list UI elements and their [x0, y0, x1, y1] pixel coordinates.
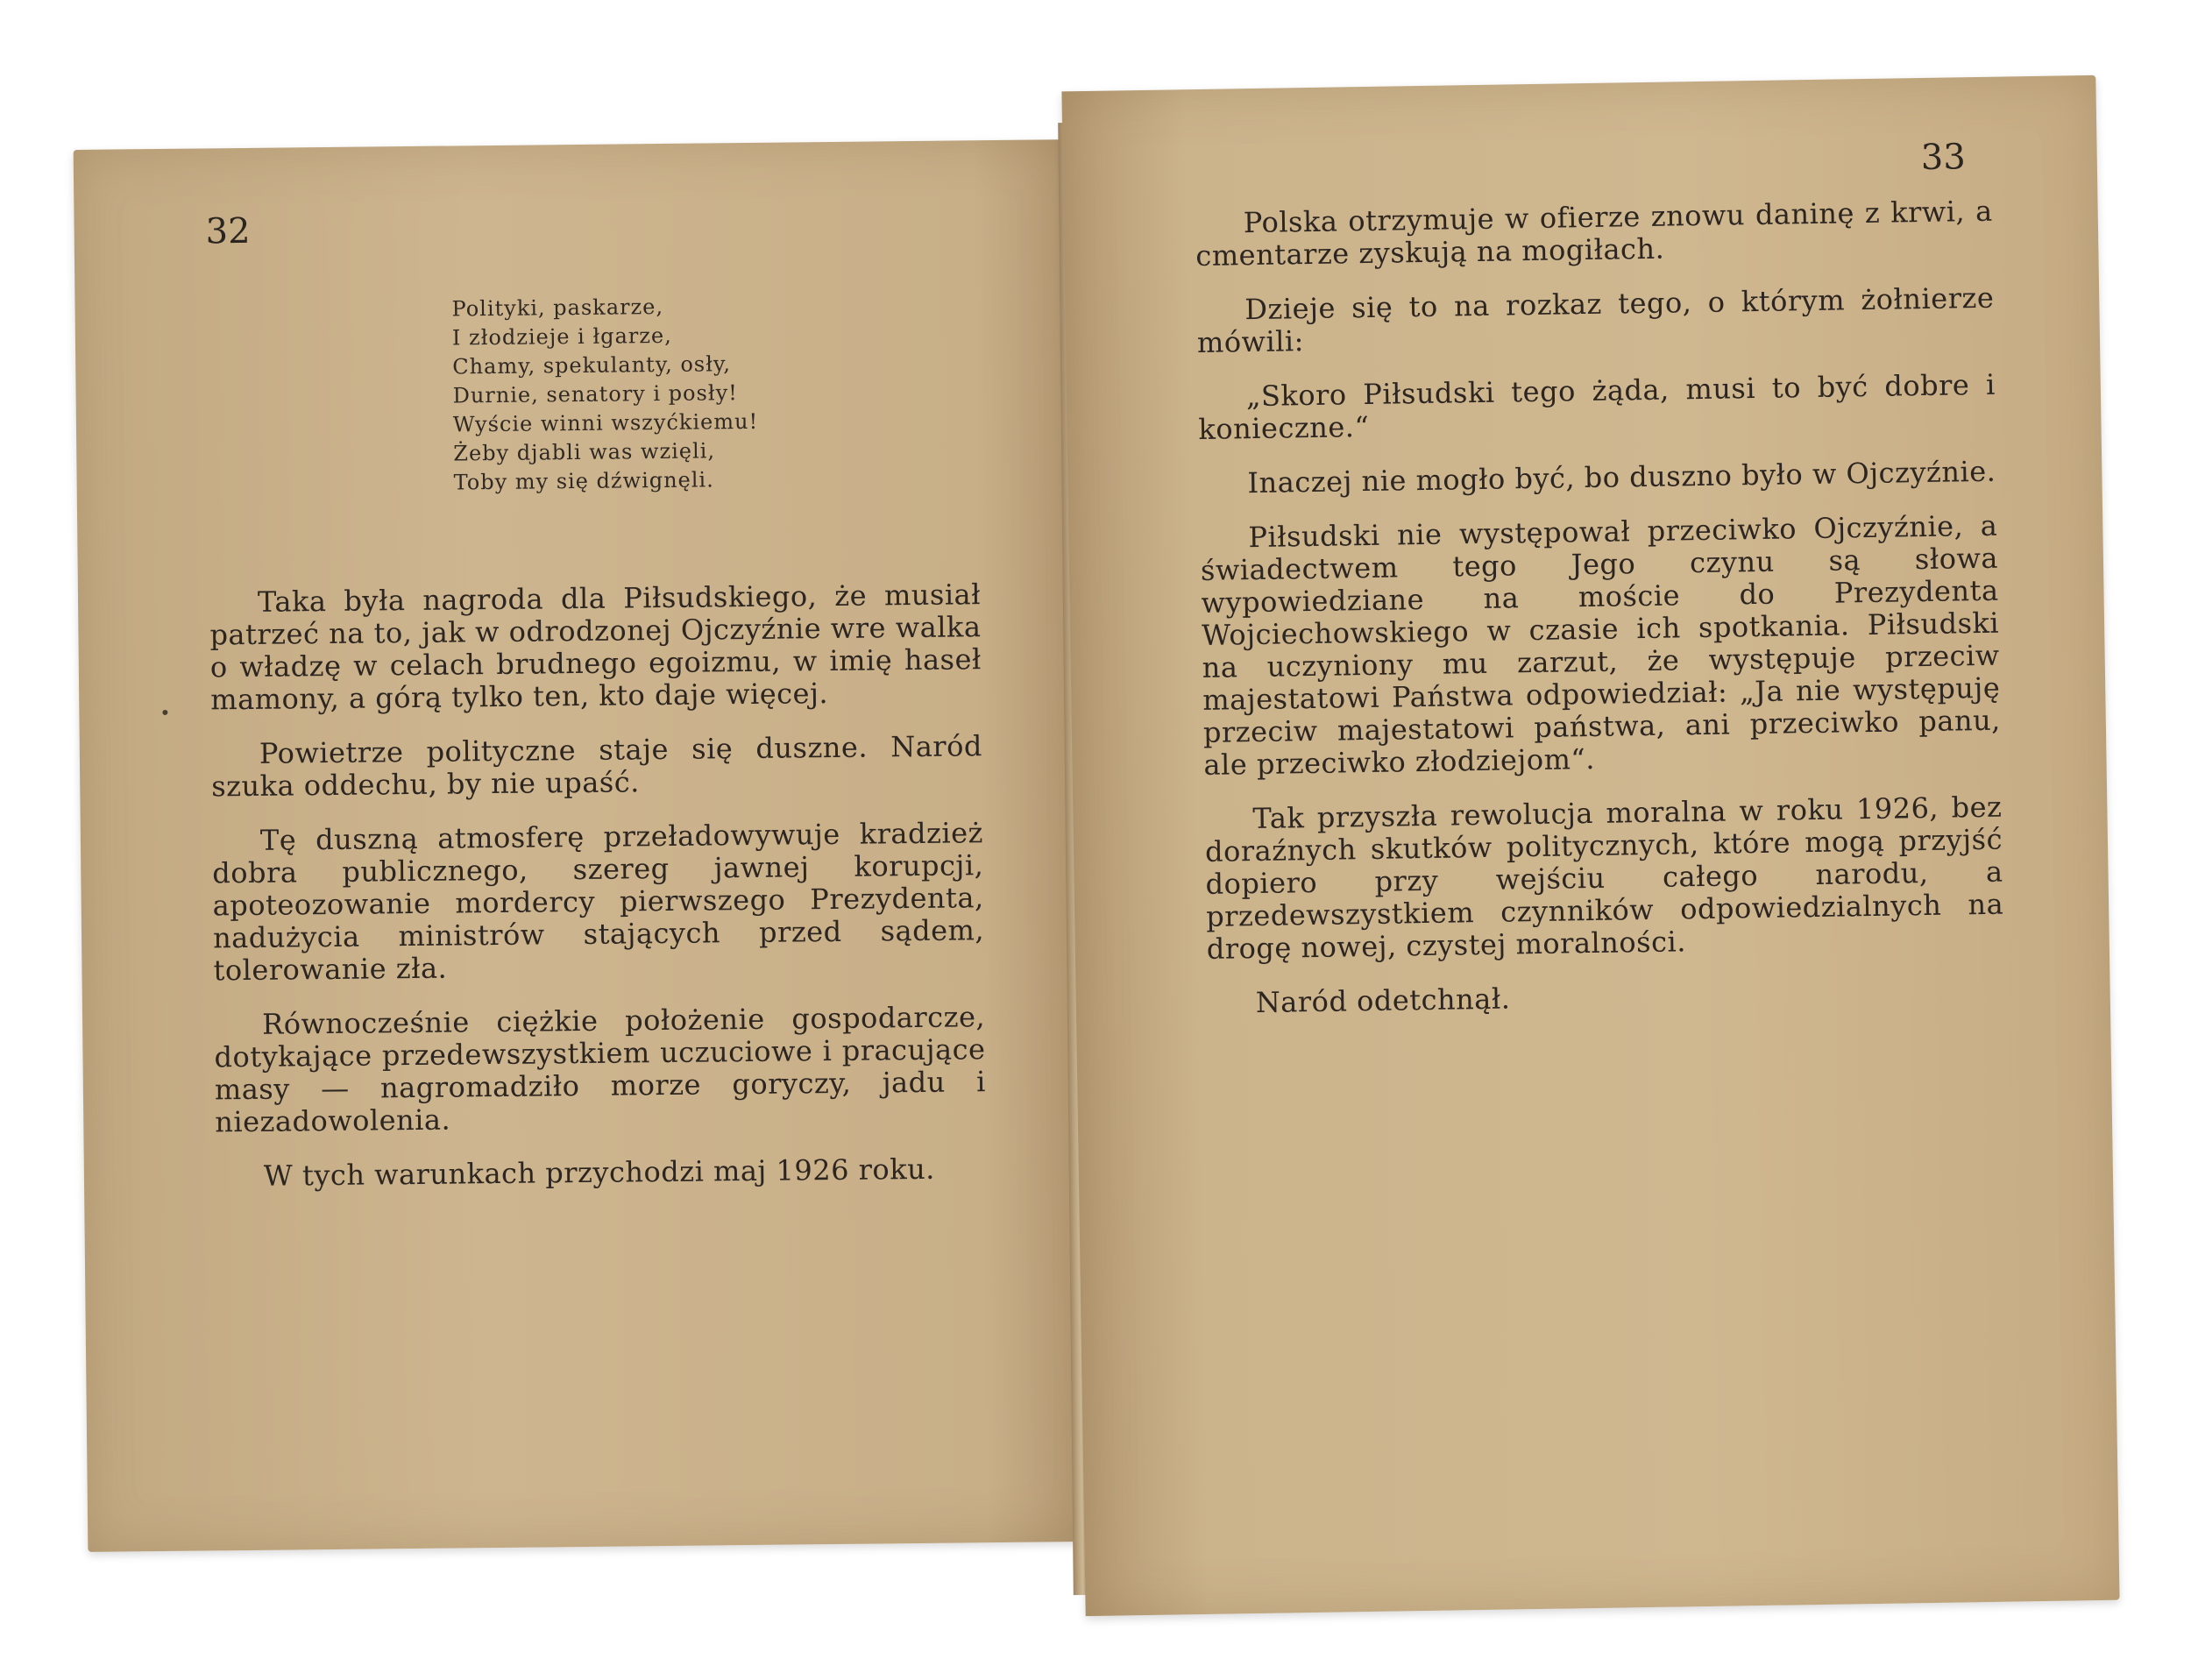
paragraph: W tych warunkach przychodzi maj 1926 roku.: [263, 1152, 936, 1193]
paragraph: Piłsudski nie występował przeciwko Ojczyźnie, a świadectwem tego Jego czynu są słowa wypowiedziane na moście do Prezydenta Wojciechowskiego w czasie ich spotkania. Piłsudski na uczyniony mu zarzut, że występuje przeciw majestatowi Państwa odpowiedział: „Ja nie występuję przeciw majestatowi państwa, ani przeciwko panu, ale przeciwko złodziejom“.: [1200, 508, 2002, 782]
paragraph: Tak przyszła rewolucja moralna w roku 1926, bez doraźnych skutków politycznych, które mogą przyjść dopiero przy wejściu całego narodu, a przedewszystkiem czynników odpowiedzialnych na drogę nowej, czystej moralności.: [1204, 790, 2004, 966]
paragraph: Równocześnie ciężkie położenie gospodarcze, dotykające przedewszystkiem uczuciowe i pracujące masy — nagromadziło morze goryczy, jadu i niezadowolenia.: [214, 1000, 987, 1139]
paper-speck: [162, 710, 167, 715]
paragraph: Polska otrzymuje w ofierze znowu daninę z krwi, a cmentarze zyskują na mogiłach.: [1195, 194, 1993, 273]
poem-stanza: [451, 290, 909, 497]
poem-line: Chamy, spekulanty, osły,: [452, 351, 732, 379]
poem-line: Polityki, paskarze,: [451, 294, 664, 322]
paragraph: Powietrze polityczne staje się duszne. Naród szuka oddechu, by nie upaść.: [211, 729, 983, 804]
page-number-right: 33: [1920, 137, 1967, 178]
paragraph: Naród odetchnął.: [1255, 982, 1511, 1020]
paragraph: Inaczej nie mogło być, bo duszno było w Ojczyźnie.: [1247, 454, 1996, 500]
page-number-left: 32: [205, 210, 251, 252]
paragraph: Dzieje się to na rozkaz tego, o którym żołnierze mówili:: [1196, 280, 1995, 359]
poem-line: Żeby djabli was wzięli,: [453, 438, 716, 466]
poem-line: Toby my się dźwignęli.: [453, 467, 714, 495]
right-body-text: [1195, 195, 2006, 1042]
paragraph: Taka była nagroda dla Piłsudskiego, że musiał patrzeć na to, jak w odrodzonej Ojczyźnie wre walka o władzę w celach brudnego egoizmu, w imię haseł mamony, a górą tylko ten, kto daje więcej.: [209, 578, 982, 717]
poem-line: Wyście winni wszyćkiemu!: [452, 408, 759, 437]
paragraph: Tę duszną atmosferę przeładowywuje kradzież dobra publicznego, szereg jawnej korupcji, apoteozowanie mordercy pierwszego Prezydenta, nadużycia ministrów stających przed sądem, tolerowanie zła.: [212, 816, 985, 988]
right-page: [1061, 75, 2119, 1616]
poem-line: Durnie, senatory i posły!: [452, 380, 738, 408]
left-page: [74, 139, 1088, 1552]
paragraph: „Skoro Piłsudski tego żąda, musi to być dobre i konieczne.“: [1198, 367, 1996, 446]
poem-line: I złodzieje i łgarze,: [451, 323, 672, 351]
left-body-text: [209, 578, 987, 1215]
